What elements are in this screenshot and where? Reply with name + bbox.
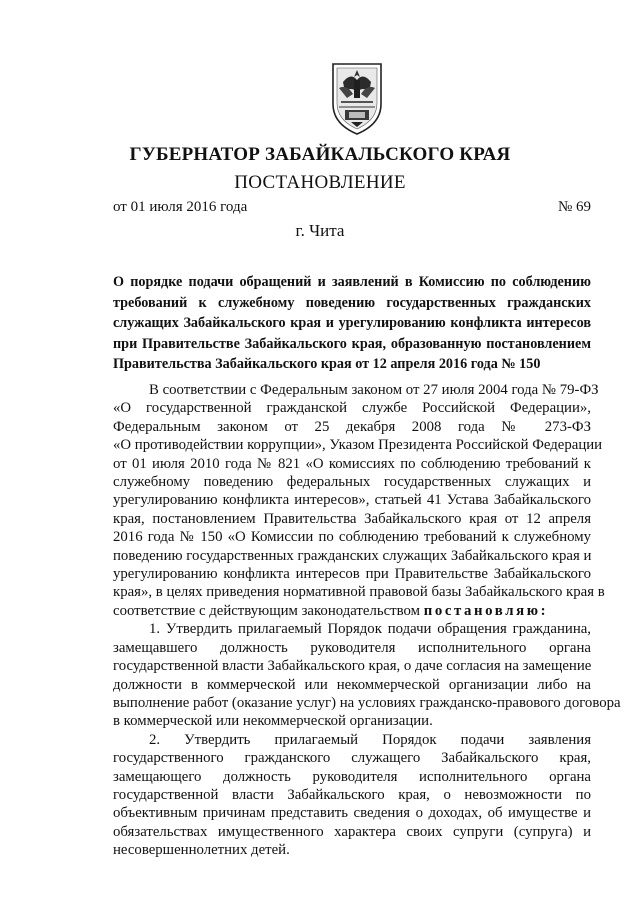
body-line: «О противодействии коррупции», Указом Президента Российской Федерации — [113, 437, 603, 454]
coat-of-arms-icon — [325, 58, 389, 136]
body-line: служебному поведению федеральных государственных служащих и — [113, 474, 591, 491]
body-line: несовершеннолетних детей. — [113, 842, 290, 859]
body-line: 2. Утвердить прилагаемый Порядок подачи заявления — [149, 731, 591, 748]
document-date: от 01 июля 2016 года — [113, 199, 248, 215]
body-line: государственной власти Забайкальского края, о даче согласия на замещение — [113, 658, 592, 675]
heading-line: при Правительстве Забайкальского края, образованную постановлением — [113, 335, 591, 352]
body-line: государственной власти Забайкальского края, о невозможности по — [113, 786, 591, 803]
body-line: урегулированию конфликта интересов при Правительстве Забайкальского — [113, 566, 591, 583]
body-line: В соответствии с Федеральным законом от 27 июля 2004 года № 79-ФЗ — [149, 382, 599, 398]
governor-title: ГУБЕРНАТОР ЗАБАЙКАЛЬСКОГО КРАЯ — [129, 144, 511, 165]
body-line: «О государственной гражданской службе Российской Федерации», — [113, 400, 591, 417]
body-line — [113, 602, 591, 620]
body-line: в коммерческой или некоммерческой организации. — [113, 713, 433, 730]
heading-line: служащих Забайкальского края и урегулированию конфликта интересов — [113, 315, 591, 331]
body-line: выполнение работ (оказание услуг) на условиях гражданско-правового договора — [113, 694, 621, 711]
body-line: урегулированию конфликта интересов», статьей 41 Устава Забайкальского — [113, 492, 591, 509]
body-line: края», в целях приведения нормативной правовой базы Забайкальского края в — [113, 584, 605, 601]
heading-line: требований к служебному поведению государственных гражданских — [113, 294, 591, 311]
item-1-paragraph — [113, 620, 621, 730]
body-line: обязательствах имущественного характера своих супруги (супруга) и — [113, 823, 591, 840]
preamble-paragraph — [113, 381, 605, 620]
body-line: государственного гражданского служащего Забайкальского края, — [113, 750, 591, 767]
body-line: замещавшего должность руководителя исполнительного органа — [113, 639, 591, 656]
body-line: 1. Утвердить прилагаемый Порядок подачи обращения гражданина, — [149, 621, 591, 638]
document-body — [113, 381, 621, 860]
body-line: края, постановлением Правительства Забайкальского края от 12 апреля — [113, 510, 591, 527]
body-line: замещающего должность руководителя исполнительного органа — [113, 768, 591, 785]
body-line: объективным причинам представить сведения о доходах, об имуществе и — [113, 805, 591, 822]
document-number: № 69 — [557, 199, 591, 215]
item-2-paragraph — [113, 731, 591, 860]
heading-line: О порядке подачи обращений и заявлений в Комиссию по соблюдению — [113, 274, 591, 290]
city: г. Чита — [295, 221, 345, 240]
body-line: от 01 июля 2010 года № 821 «О комиссиях по соблюдению требований к — [113, 455, 591, 472]
document-type: ПОСТАНОВЛЕНИЕ — [234, 172, 406, 193]
body-line: 2016 года № 150 «О Комиссии по соблюдению требований к служебному — [113, 529, 591, 546]
decree-keyword: постановляю: — [423, 602, 549, 619]
body-line: должности в коммерческой или некоммерческой организации либо на — [113, 676, 591, 693]
body-line: Федеральным законом от 25 декабря 2008 года № 273-ФЗ — [113, 418, 591, 435]
document-heading — [113, 272, 591, 375]
heading-line: Правительства Забайкальского края от 12 апреля 2016 года № 150 — [113, 356, 541, 372]
body-line-text: соответствие с действующим законодательством — [113, 602, 424, 619]
body-line: поведению государственных гражданских служащих Забайкальского края и — [113, 547, 592, 564]
